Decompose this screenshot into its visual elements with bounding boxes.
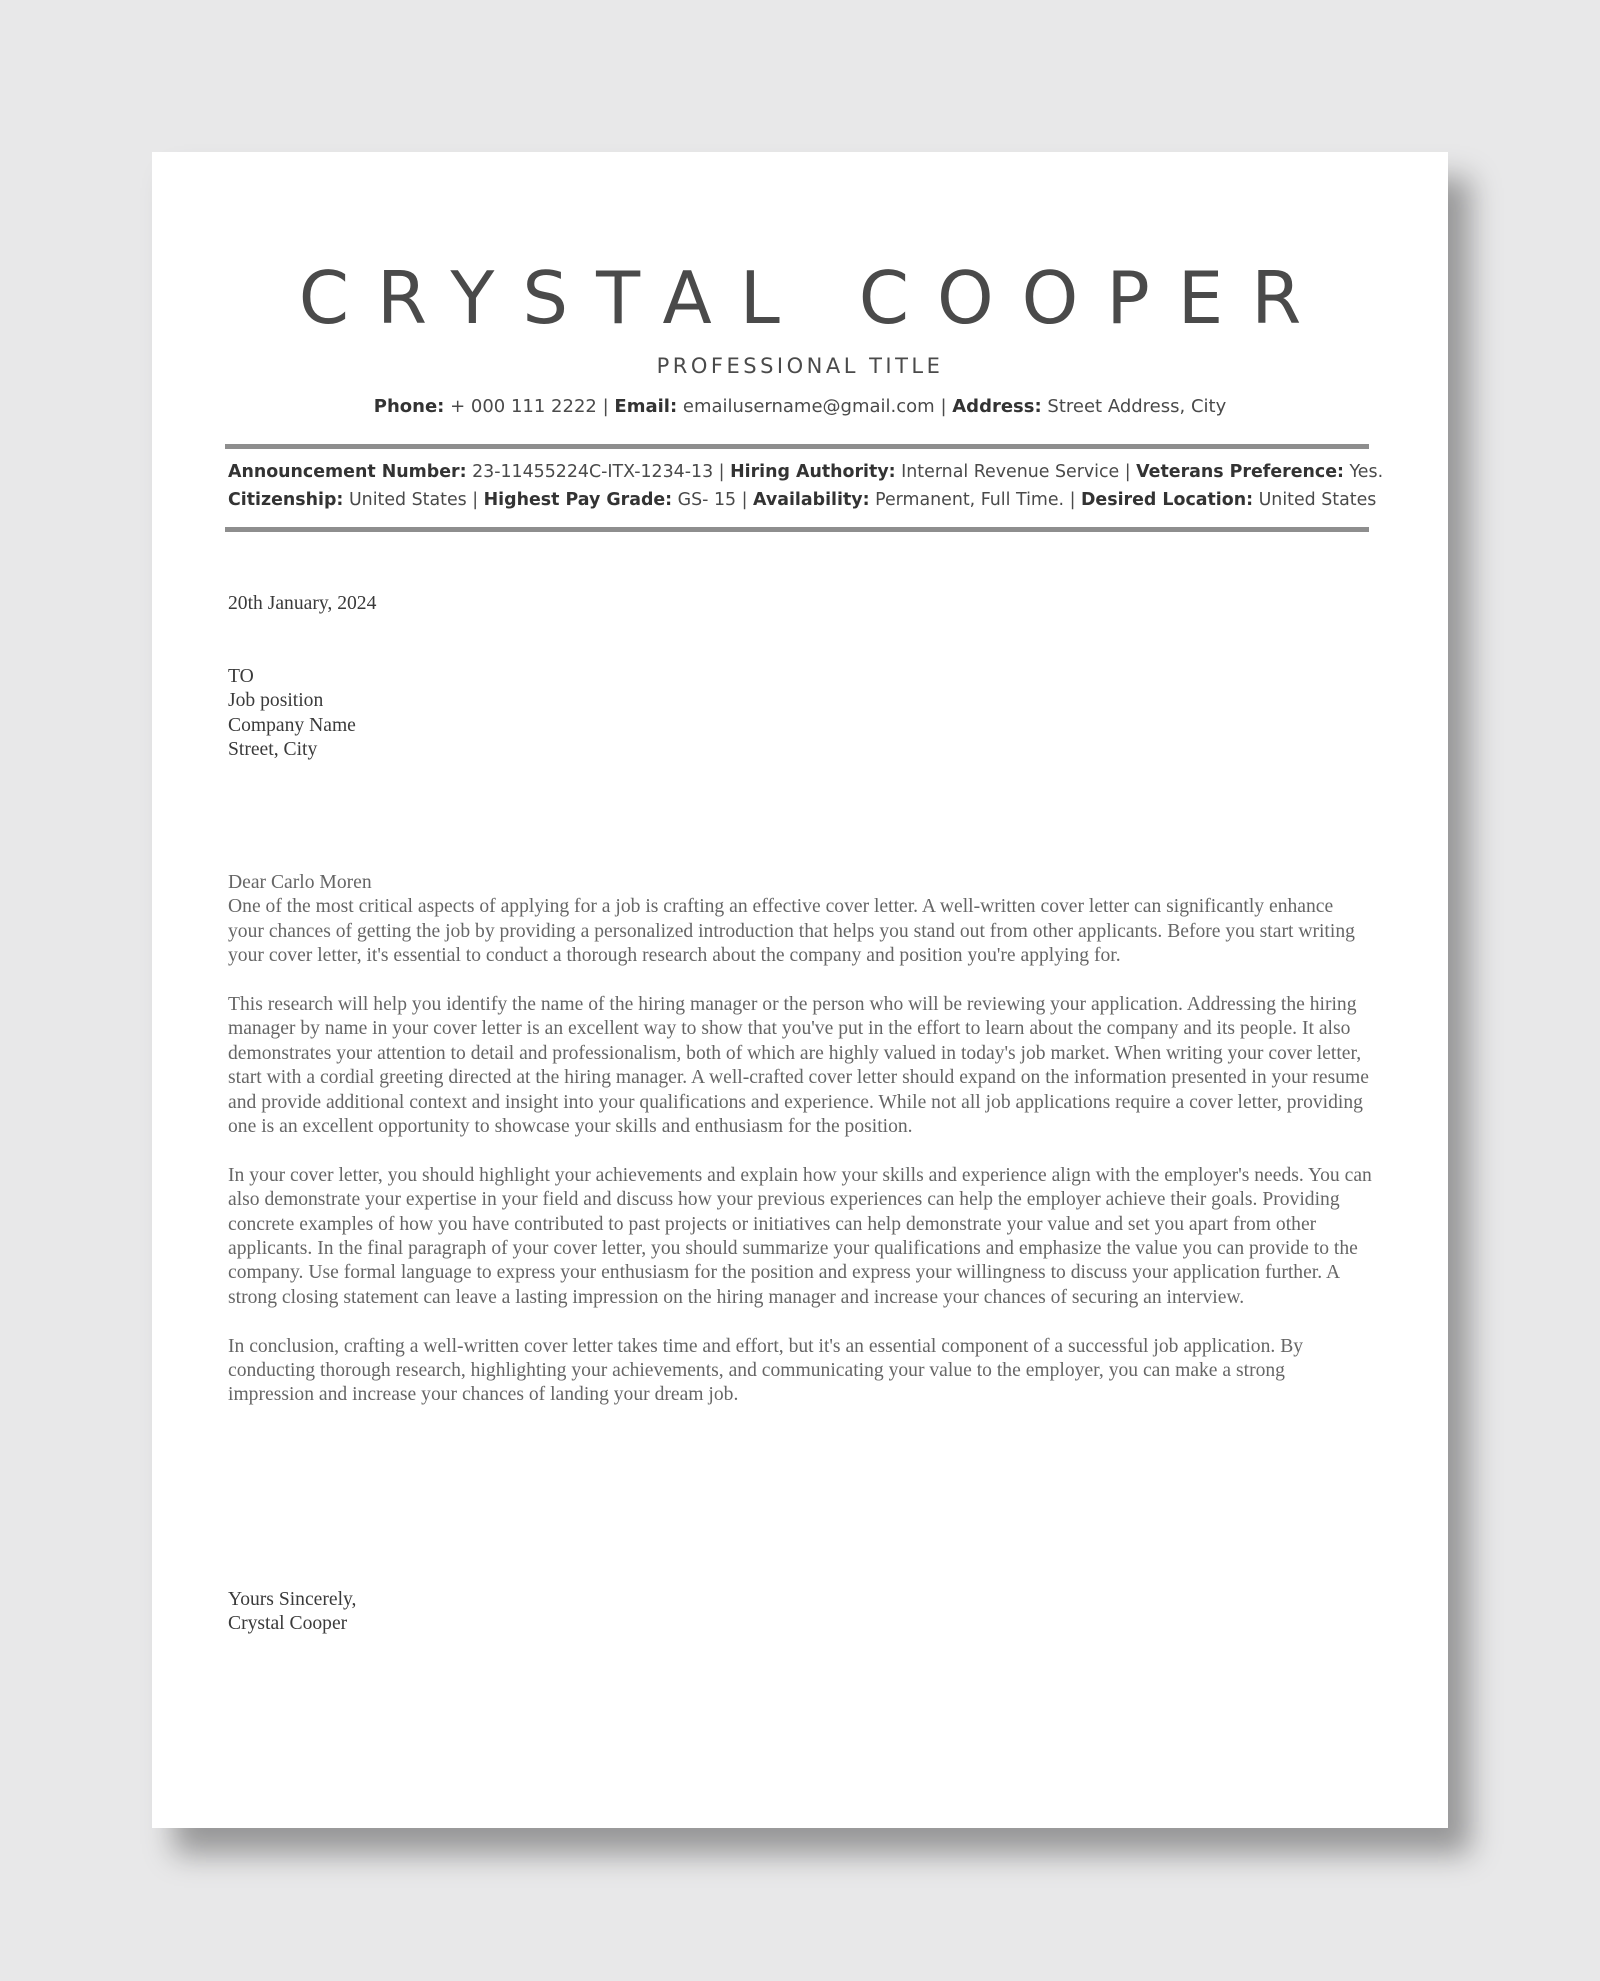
availability-label: Availability: bbox=[753, 490, 870, 510]
body-paragraph: One of the most critical aspects of applying for a job is crafting an effective cover letter. A well-written cover letter can significantly enhance your chances of getting the job by providing a personalized introduction that helps you stand out from other applicants. Before you start writing your cover letter, it's essential to conduct a thorough research about the company and position you're applying for. bbox=[228, 896, 1355, 967]
separator: | bbox=[1124, 462, 1131, 482]
desired-location-value: United States bbox=[1258, 490, 1377, 510]
top-divider bbox=[225, 444, 1369, 449]
cover-letter-page bbox=[152, 152, 1448, 1828]
recipient-line: TO bbox=[228, 666, 254, 687]
citizenship-value: United States bbox=[348, 490, 467, 510]
hiring-authority-value: Internal Revenue Service bbox=[901, 462, 1120, 482]
address-value: Street Address, City bbox=[1047, 396, 1227, 417]
separator: | bbox=[718, 462, 725, 482]
job-info-line-2 bbox=[228, 490, 1377, 510]
email-label: Email: bbox=[614, 396, 678, 417]
hiring-authority-label: Hiring Authority: bbox=[730, 462, 896, 482]
contact-line bbox=[152, 398, 1448, 416]
separator: | bbox=[741, 490, 748, 510]
phone-value: + 000 111 2222 bbox=[450, 396, 597, 417]
body-paragraph: In your cover letter, you should highlight your achievements and explain how your skills and experience align with the employer's needs. You can also demonstrate your expertise in your field and discuss how your previous experiences can help the employer achieve their goals. Providing concrete examples of how you have contributed to past projects or initiatives can help demonstrate your value and set you apart from other applicants. In the final paragraph of your cover letter, you should summarize your qualifications and emphasize the value you can provide to the company. Use formal language to express your enthusiasm for the position and express your willingness to discuss your application further. A strong closing statement can leave a lasting impression on the hiring manager and increase your chances of securing an interview. bbox=[228, 1164, 1372, 1308]
announcement-value: 23-11455224C-ITX-1234-13 bbox=[472, 462, 714, 482]
applicant-name: CRYSTAL COOPER bbox=[298, 256, 1330, 340]
pay-grade-label: Highest Pay Grade: bbox=[483, 490, 673, 510]
letter-body bbox=[228, 871, 1372, 1432]
recipient-line: Job position bbox=[228, 690, 324, 712]
recipient-block bbox=[228, 665, 1372, 763]
availability-value: Permanent, Full Time. bbox=[875, 490, 1065, 510]
veterans-preference-label: Veterans Preference: bbox=[1136, 462, 1344, 482]
job-info-line-1 bbox=[228, 462, 1384, 482]
desired-location-label: Desired Location: bbox=[1081, 490, 1254, 510]
email-value: emailusername@gmail.com bbox=[682, 396, 935, 417]
recipient-line: Street, City bbox=[228, 739, 318, 761]
bottom-divider bbox=[225, 527, 1369, 532]
professional-title: PROFESSIONAL TITLE bbox=[656, 354, 944, 378]
phone-label: Phone: bbox=[373, 396, 445, 417]
salutation: Dear Carlo Moren bbox=[228, 872, 372, 893]
announcement-label: Announcement Number: bbox=[228, 462, 467, 482]
letter-date: 20th January, 2024 bbox=[228, 593, 377, 614]
separator: | bbox=[940, 396, 947, 417]
body-paragraph: In conclusion, crafting a well-written cover letter takes time and effort, but it's an essential component of a successful job application. By conducting thorough research, highlighting your achievements, and communicating your value to the employer, you can make a strong impression and increase your chances of landing your dream job. bbox=[228, 1335, 1304, 1406]
veterans-preference-value: Yes. bbox=[1349, 462, 1384, 482]
separator: | bbox=[602, 396, 609, 417]
pay-grade-value: GS- 15 bbox=[677, 490, 737, 510]
recipient-line: Company Name bbox=[228, 714, 356, 736]
body-paragraph: This research will help you identify the name of the hiring manager or the person who will be reviewing your application. Addressing the hiring manager by name in your cover letter is an excellent way to show that you've put in the effort to learn about the company and its people. It also demonstrates your attention to detail and professionalism, both of which are highly valued in today's job market. When writing your cover letter, start with a cordial greeting directed at the hiring manager. A well-crafted cover letter should expand on the information presented in your resume and provide additional context and insight into your qualifications and experience. While not all job applications require a cover letter, providing one is an excellent opportunity to showcase your skills and enthusiasm for the position. bbox=[228, 994, 1369, 1138]
address-label: Address: bbox=[952, 396, 1042, 417]
separator: | bbox=[472, 490, 479, 510]
citizenship-label: Citizenship: bbox=[228, 490, 344, 510]
signoff-block bbox=[228, 1588, 1372, 1637]
signature-name: Crystal Cooper bbox=[228, 1613, 348, 1635]
separator: | bbox=[1069, 490, 1076, 510]
closing: Yours Sincerely, bbox=[228, 1589, 357, 1610]
